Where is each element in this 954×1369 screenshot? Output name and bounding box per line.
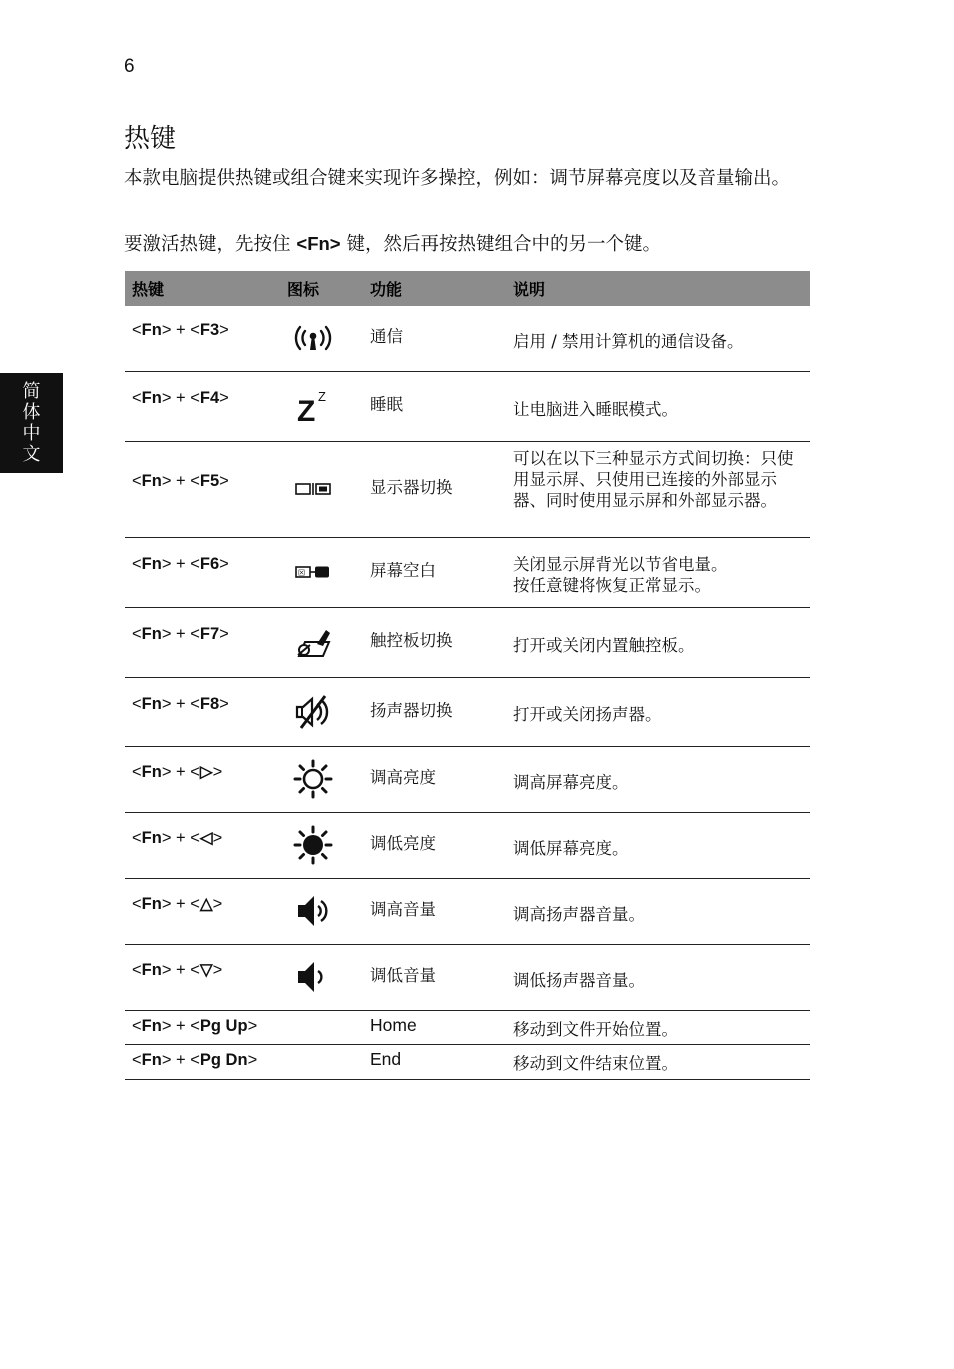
side-tab-char: 简 [22, 381, 41, 402]
function-name: 触控板切换 [370, 631, 453, 650]
function-description: 让电脑进入睡眠模式。 [513, 400, 678, 419]
table-body [125, 306, 810, 1080]
function-name: 通信 [370, 327, 403, 346]
page-number: 6 [124, 56, 135, 77]
function-description: 移动到文件结束位置。 [513, 1054, 678, 1073]
svg-text:☒: ☒ [298, 568, 306, 578]
table-row [125, 372, 810, 442]
svg-text:Z: Z [318, 389, 326, 404]
target-key: F7 [199, 625, 220, 643]
function-name: 调低亮度 [370, 834, 436, 853]
hotkey-combo: <Fn> + <▷> [132, 763, 223, 781]
table-row [125, 879, 810, 945]
brightness-up-icon [293, 759, 333, 799]
target-key: F6 [199, 555, 220, 573]
modifier-key: Fn [141, 389, 162, 407]
target-key: Pg Dn [199, 1051, 248, 1069]
target-key: ▽ [199, 961, 213, 979]
function-name: End [370, 1049, 402, 1069]
target-key: F4 [199, 389, 220, 407]
modifier-key: Fn [141, 1051, 162, 1069]
target-key: F5 [199, 472, 220, 490]
function-description: 调高屏幕亮度。 [513, 773, 629, 792]
fn-key-ref: <Fn> [296, 233, 341, 254]
hotkey-combo: <Fn> + <F4> [132, 389, 229, 407]
sleep-icon [293, 386, 333, 426]
instruction-text: 要激活热键，先按住 [124, 234, 297, 255]
function-description: 启用 / 禁用计算机的通信设备。 [513, 332, 744, 351]
function-description: 调高扬声器音量。 [513, 905, 645, 924]
target-key: F8 [199, 695, 220, 713]
modifier-key: Fn [141, 829, 162, 847]
function-name: 调高音量 [370, 900, 436, 919]
instruction-text: 键，然后再按热键组合中的另一个键。 [340, 234, 661, 255]
modifier-key: Fn [141, 472, 162, 490]
side-tab-char: 中 [22, 423, 41, 444]
table-row [125, 813, 810, 879]
modifier-key: Fn [141, 961, 162, 979]
hotkey-combo: <Fn> + <F7> [132, 625, 229, 643]
function-name: 屏幕空白 [370, 561, 436, 580]
hotkey-combo: <Fn> + <△> [132, 895, 223, 913]
hotkey-combo: <Fn> + <F5> [132, 472, 229, 490]
header-function: 功能 [370, 280, 403, 299]
volume-down-icon [293, 957, 333, 997]
activation-instruction [124, 231, 814, 258]
table-row [125, 1011, 810, 1045]
modifier-key: Fn [141, 895, 162, 913]
screen-blank-icon [293, 552, 333, 592]
table-row [125, 306, 810, 372]
function-name: 显示器切换 [370, 478, 453, 497]
function-description: 可以在以下三种显示方式间切换：只使用显示屏、只使用已连接的外部显示器、同时使用显示屏和外部显示器。 [513, 449, 794, 510]
target-key: Pg Up [199, 1017, 248, 1035]
modifier-key: Fn [141, 1017, 162, 1035]
hotkey-combo: <Fn> + <F3> [132, 321, 229, 339]
table-row [125, 1045, 810, 1080]
header-hotkey: 热键 [132, 280, 165, 299]
wireless-icon [293, 318, 333, 358]
target-key: ▷ [199, 763, 213, 781]
function-description: 关闭显示屏背光以节省电量。 按任意键将恢复正常显示。 [513, 555, 728, 595]
hotkey-combo: <Fn> + <◁> [132, 829, 223, 847]
function-name: Home [370, 1015, 417, 1035]
table-row [125, 678, 810, 747]
function-description: 移动到文件开始位置。 [513, 1020, 678, 1039]
language-side-tab [0, 373, 63, 473]
intro-paragraph: 本款电脑提供热键或组合键来实现许多操控，例如：调节屏幕亮度以及音量输出。 [124, 168, 791, 189]
volume-up-icon [293, 891, 333, 931]
modifier-key: Fn [141, 321, 162, 339]
function-name: 调低音量 [370, 966, 436, 985]
modifier-key: Fn [141, 695, 162, 713]
table-row [125, 608, 810, 678]
modifier-key: Fn [141, 625, 162, 643]
table-row [125, 442, 810, 538]
page-title: 热键 [124, 124, 177, 154]
function-name: 调高亮度 [370, 768, 436, 787]
speaker-toggle-icon [293, 692, 333, 732]
hotkey-combo: <Fn> + <▽> [132, 961, 223, 979]
table-row [125, 945, 810, 1011]
function-description: 调低屏幕亮度。 [513, 839, 629, 858]
hotkey-combo: <Fn> + <F6> [132, 555, 229, 573]
modifier-key: Fn [141, 555, 162, 573]
brightness-down-icon [293, 825, 333, 865]
svg-text:Z: Z [297, 395, 316, 426]
table-row [125, 538, 810, 608]
side-tab-char: 文 [22, 444, 41, 465]
header-description: 说明 [513, 280, 546, 299]
target-key: △ [199, 895, 213, 913]
modifier-key: Fn [141, 763, 162, 781]
target-key: F3 [199, 321, 220, 339]
header-icon: 图标 [287, 280, 320, 299]
function-description: 调低扬声器音量。 [513, 971, 645, 990]
target-key: ◁ [199, 829, 213, 847]
function-description: 打开或关闭扬声器。 [513, 705, 662, 724]
table-header [125, 271, 810, 306]
touchpad-toggle-icon [293, 622, 333, 662]
function-description: 打开或关闭内置触控板。 [513, 636, 695, 655]
table-row [125, 747, 810, 813]
hotkey-table [125, 271, 810, 1080]
side-tab-char: 体 [22, 402, 41, 423]
hotkey-combo: <Fn> + <Pg Dn> [132, 1051, 258, 1069]
function-name: 睡眠 [370, 395, 403, 414]
hotkey-combo: <Fn> + <F8> [132, 695, 229, 713]
hotkey-combo: <Fn> + <Pg Up> [132, 1017, 258, 1035]
display-toggle-icon [293, 469, 333, 509]
function-name: 扬声器切换 [370, 701, 453, 720]
